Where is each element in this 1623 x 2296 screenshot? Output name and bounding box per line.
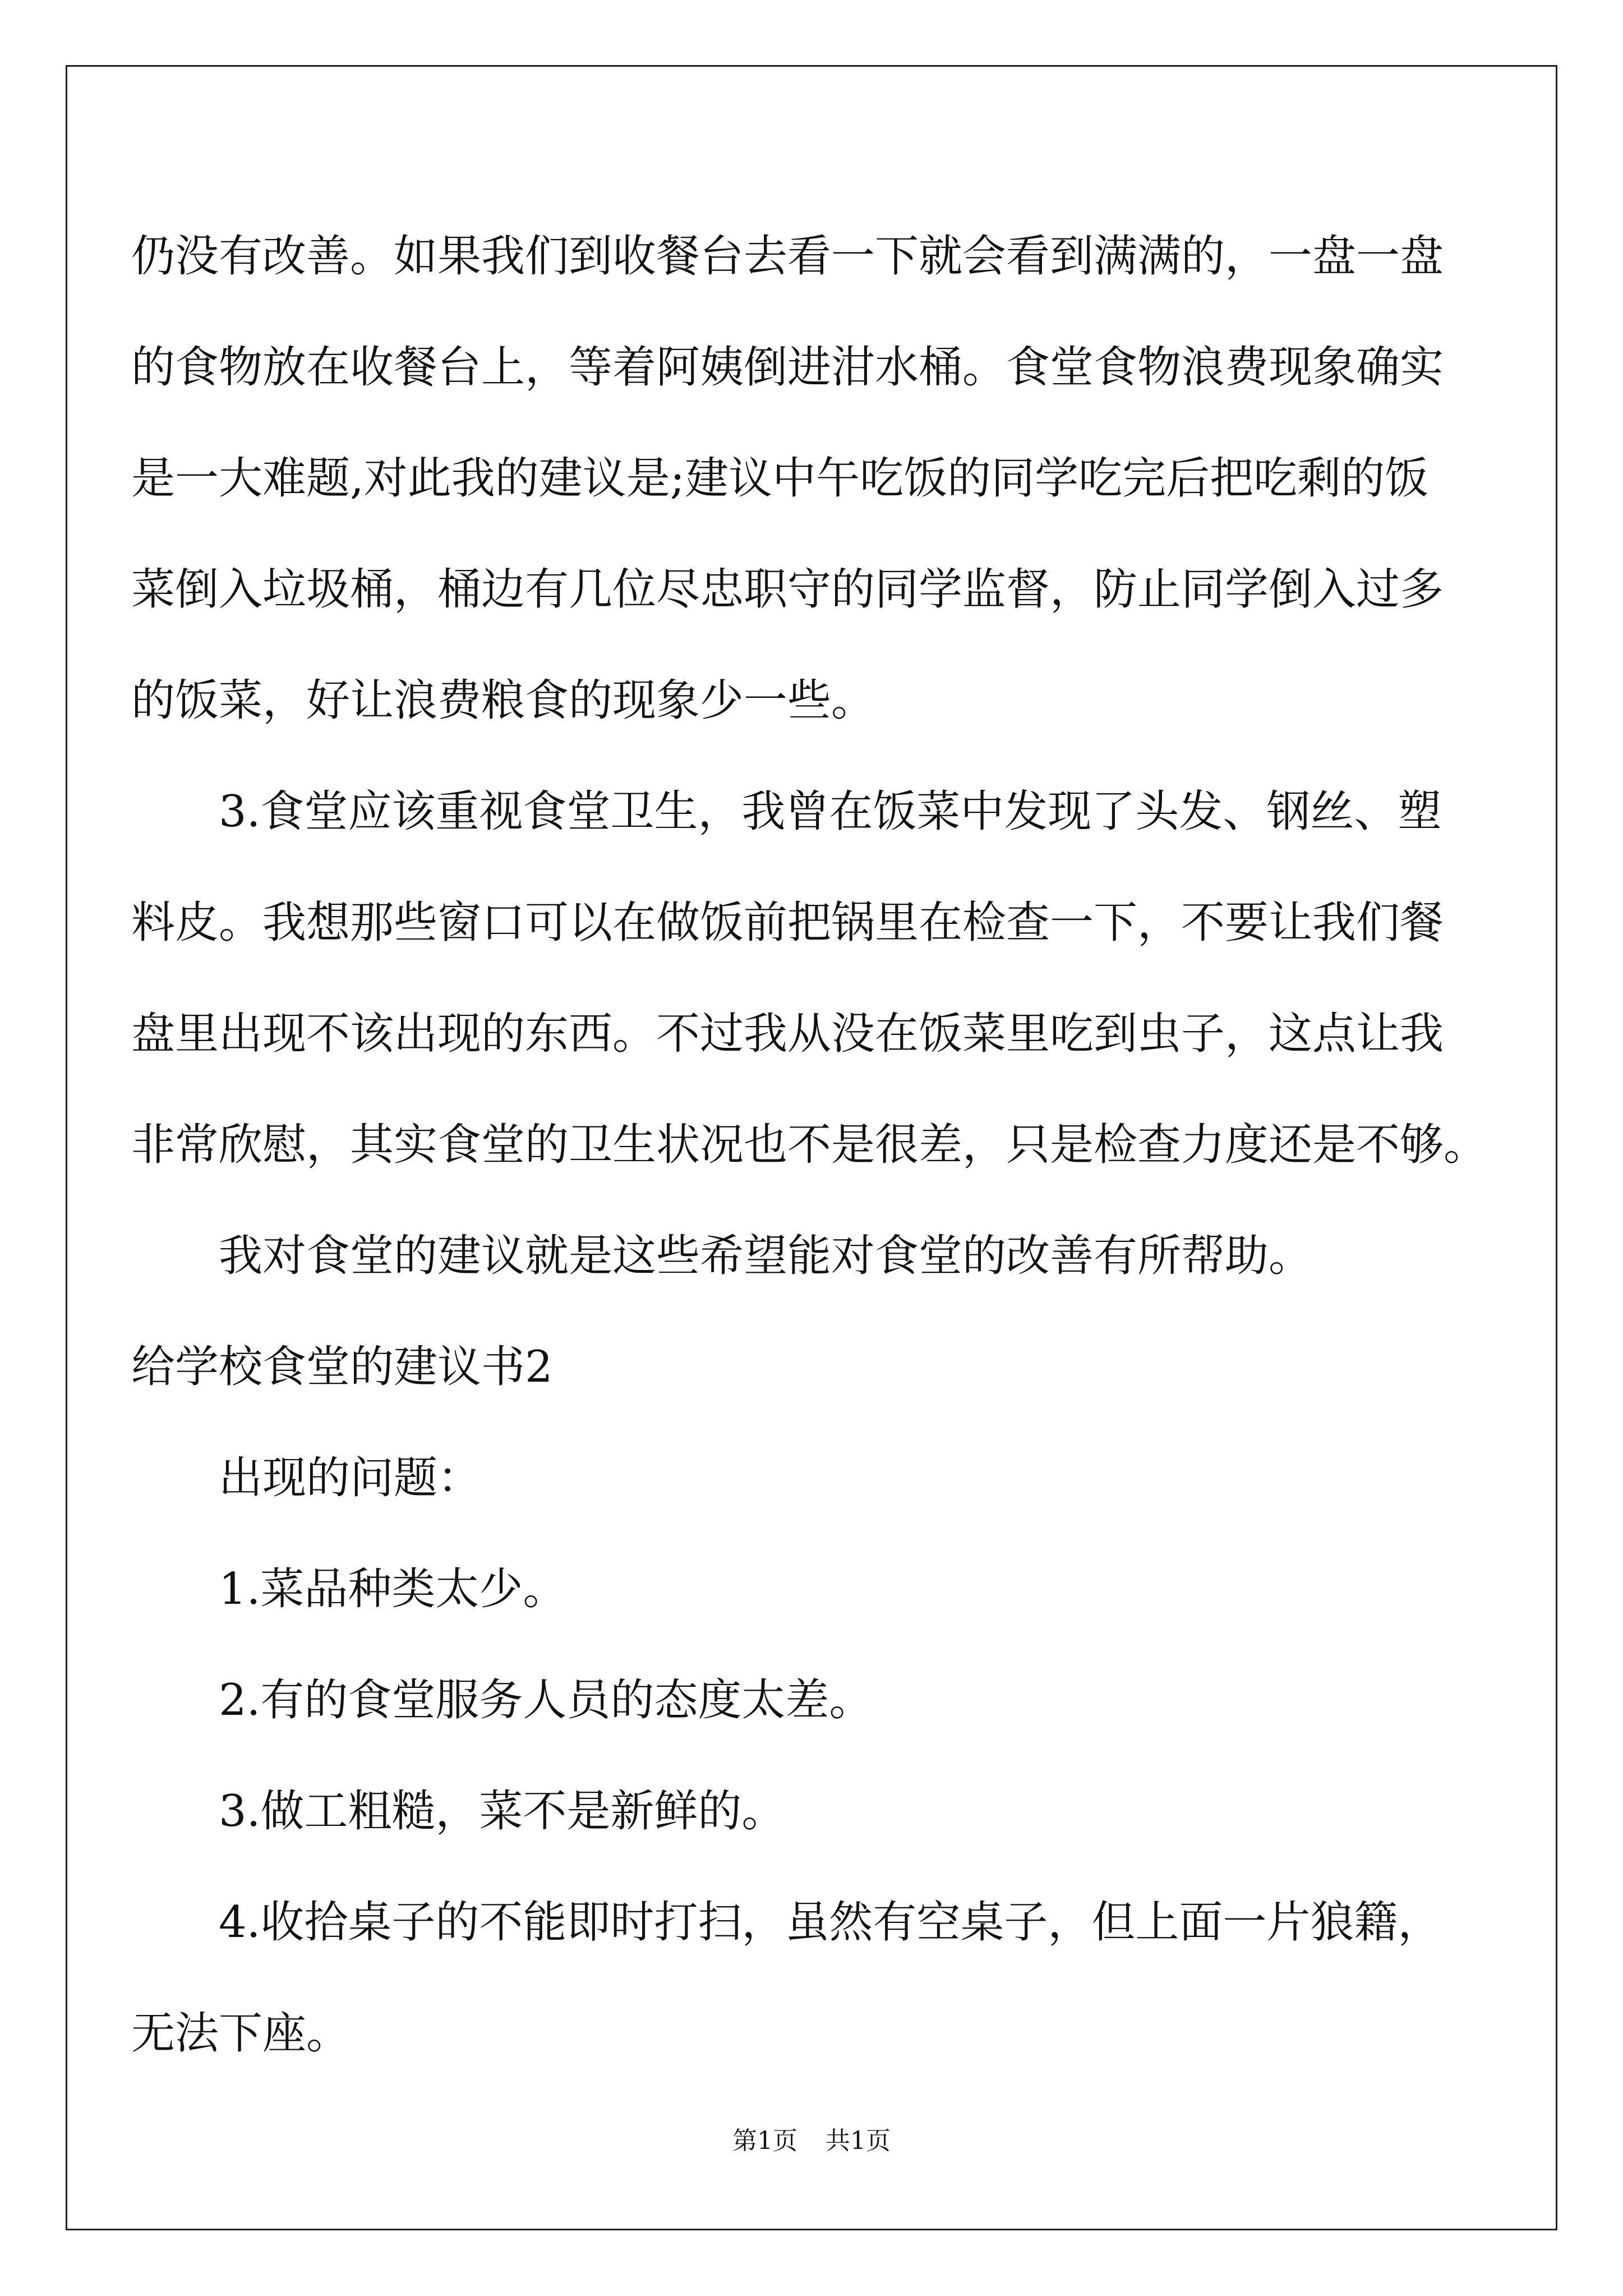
- paragraph-line: 我对食堂的建议就是这些希望能对食堂的改善有所帮助。: [219, 1231, 1313, 1281]
- paragraph-line: 是一大难题,对此我的建议是;建议中午吃饭的同学吃完后把吃剩的饭: [131, 453, 1429, 504]
- list-item: 3.做工粗糙，菜不是新鲜的。: [219, 1786, 786, 1837]
- paragraph-line: 仍没有改善。如果我们到收餐台去看一下就会看到满满的，一盘一盘: [131, 231, 1444, 282]
- paragraph-line: 非常欣慰，其实食堂的卫生状况也不是很差，只是检查力度还是不够。: [131, 1120, 1488, 1170]
- section-heading: 给学校食堂的建议书2: [131, 1342, 553, 1392]
- paragraph-line: 出现的问题：: [219, 1453, 482, 1503]
- paragraph-line: 3.食堂应该重视食堂卫生，我曾在饭菜中发现了头发、钢丝、塑: [219, 786, 1442, 837]
- paragraph-line: 料皮。我想那些窗口可以在做饭前把锅里在检查一下，不要让我们餐: [131, 898, 1444, 948]
- paragraph-line: 菜倒入垃圾桶，桶边有几位尽忠职守的同学监督，防止同学倒入过多: [131, 564, 1444, 615]
- paragraph-line: 的饭菜，好让浪费粮食的现象少一些。: [131, 675, 875, 726]
- page-total: 共1页: [826, 2127, 891, 2155]
- paragraph-line: 盘里出现不该出现的东西。不过我从没在饭菜里吃到虫子，这点让我: [131, 1009, 1444, 1059]
- paragraph-line: 的食物放在收餐台上，等着阿姨倒进泔水桶。食堂食物浪费现象确实: [131, 342, 1444, 393]
- list-item: 1.菜品种类太少。: [219, 1564, 567, 1614]
- page-number: 第1页: [732, 2127, 797, 2155]
- list-item: 2.有的食堂服务人员的态度太差。: [219, 1675, 873, 1726]
- list-item: 4.收拾桌子的不能即时打扫，虽然有空桌子，但上面一片狼籍，: [219, 1897, 1442, 1948]
- paragraph-line: 无法下座。: [131, 2008, 351, 2059]
- page-footer: [0, 2124, 1623, 2158]
